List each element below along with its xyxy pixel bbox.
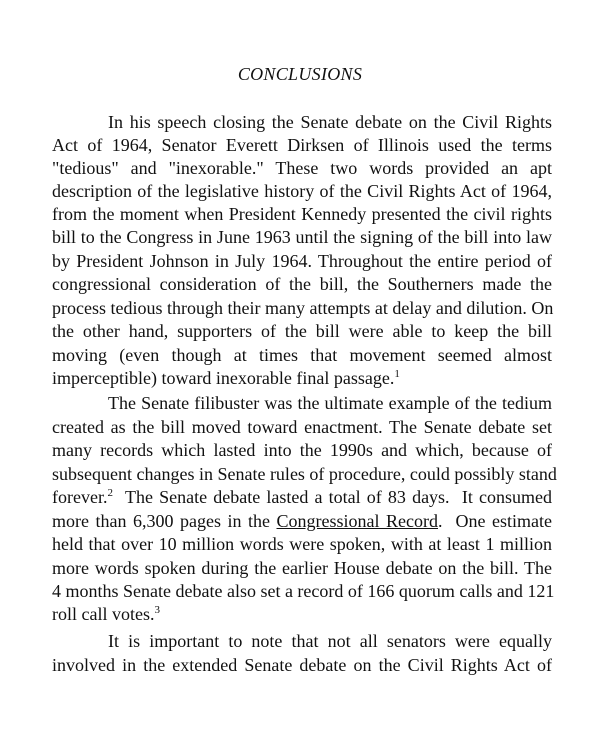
paragraph-1-line-12-text: imperceptible) toward inexorable final passage. bbox=[52, 368, 395, 388]
footnote-marker-2: 2 bbox=[107, 487, 113, 499]
paragraph-2-line-6-start: more than 6,300 pages in the bbox=[52, 511, 277, 531]
paragraph-1-line-8: congressional consideration of the bill, the Southerners made the bbox=[52, 274, 552, 294]
paragraph-2-line-3: many records which lasted into the 1990s and which, because of bbox=[52, 440, 552, 460]
paragraph-2-line-5 bbox=[52, 486, 552, 508]
paragraph-2-line-5-end: The Senate debate lasted a total of 83 days. It consumed bbox=[112, 487, 552, 507]
paragraph-2-line-7: held that over 10 million words were spoken, with at least 1 million bbox=[52, 534, 552, 554]
paragraph-1-line-2: Act of 1964, Senator Everett Dirksen of Illinois used the terms bbox=[52, 135, 552, 155]
paragraph-3-line-2: involved in the extended Senate debate on the Civil Rights Act of bbox=[52, 655, 552, 675]
paragraph-1-line-11: moving (even though at times that movement seemed almost bbox=[52, 345, 552, 365]
paragraph-2-line-6-end: . One estimate bbox=[438, 511, 552, 531]
paragraph-2-line-4: subsequent changes in Senate rules of procedure, could possibly stand bbox=[52, 464, 557, 484]
paragraph-2-line-5-start: forever. bbox=[52, 487, 108, 507]
footnote-marker-3: 3 bbox=[154, 604, 160, 616]
footnote-marker-1: 1 bbox=[394, 368, 400, 380]
paragraph-1-line-12 bbox=[52, 367, 552, 389]
congressional-record-title: Congressional Record bbox=[276, 511, 438, 531]
paragraph-2-line-6 bbox=[52, 510, 552, 532]
paragraph-2-line-10 bbox=[52, 603, 552, 625]
paragraph-2-line-1: The Senate filibuster was the ultimate example of the tedium bbox=[108, 393, 552, 413]
paragraph-1-line-5: from the moment when President Kennedy presented the civil rights bbox=[52, 204, 552, 224]
paragraph-1-line-10: the other hand, supporters of the bill were able to keep the bill bbox=[52, 321, 552, 341]
paragraph-1-line-3: "tedious" and "inexorable." These two words provided an apt bbox=[52, 158, 552, 178]
paragraph-2-line-9: 4 months Senate debate also set a record of 166 quorum calls and 121 bbox=[52, 581, 555, 601]
paragraph-1-line-6: bill to the Congress in June 1963 until the signing of the bill into law bbox=[52, 227, 552, 247]
paragraph-1-line-4: description of the legislative history of the Civil Rights Act of 1964, bbox=[52, 181, 552, 201]
paragraph-2-line-10-text: roll call votes. bbox=[52, 604, 155, 624]
paragraph-3-line-1: It is important to note that not all senators were equally bbox=[108, 631, 552, 651]
paragraph-1-line-7: by President Johnson in July 1964. Throughout the entire period of bbox=[52, 251, 552, 271]
paragraph-1-line-9: process tedious through their many attempts at delay and dilution. On bbox=[52, 298, 554, 318]
paragraph-2-line-8: more words spoken during the earlier House debate on the bill. The bbox=[52, 558, 552, 578]
paragraph-2-line-2: created as the bill moved toward enactment. The Senate debate set bbox=[52, 417, 552, 437]
paragraph-1-line-1: In his speech closing the Senate debate on the Civil Rights bbox=[108, 112, 552, 132]
section-heading: CONCLUSIONS bbox=[237, 64, 363, 84]
